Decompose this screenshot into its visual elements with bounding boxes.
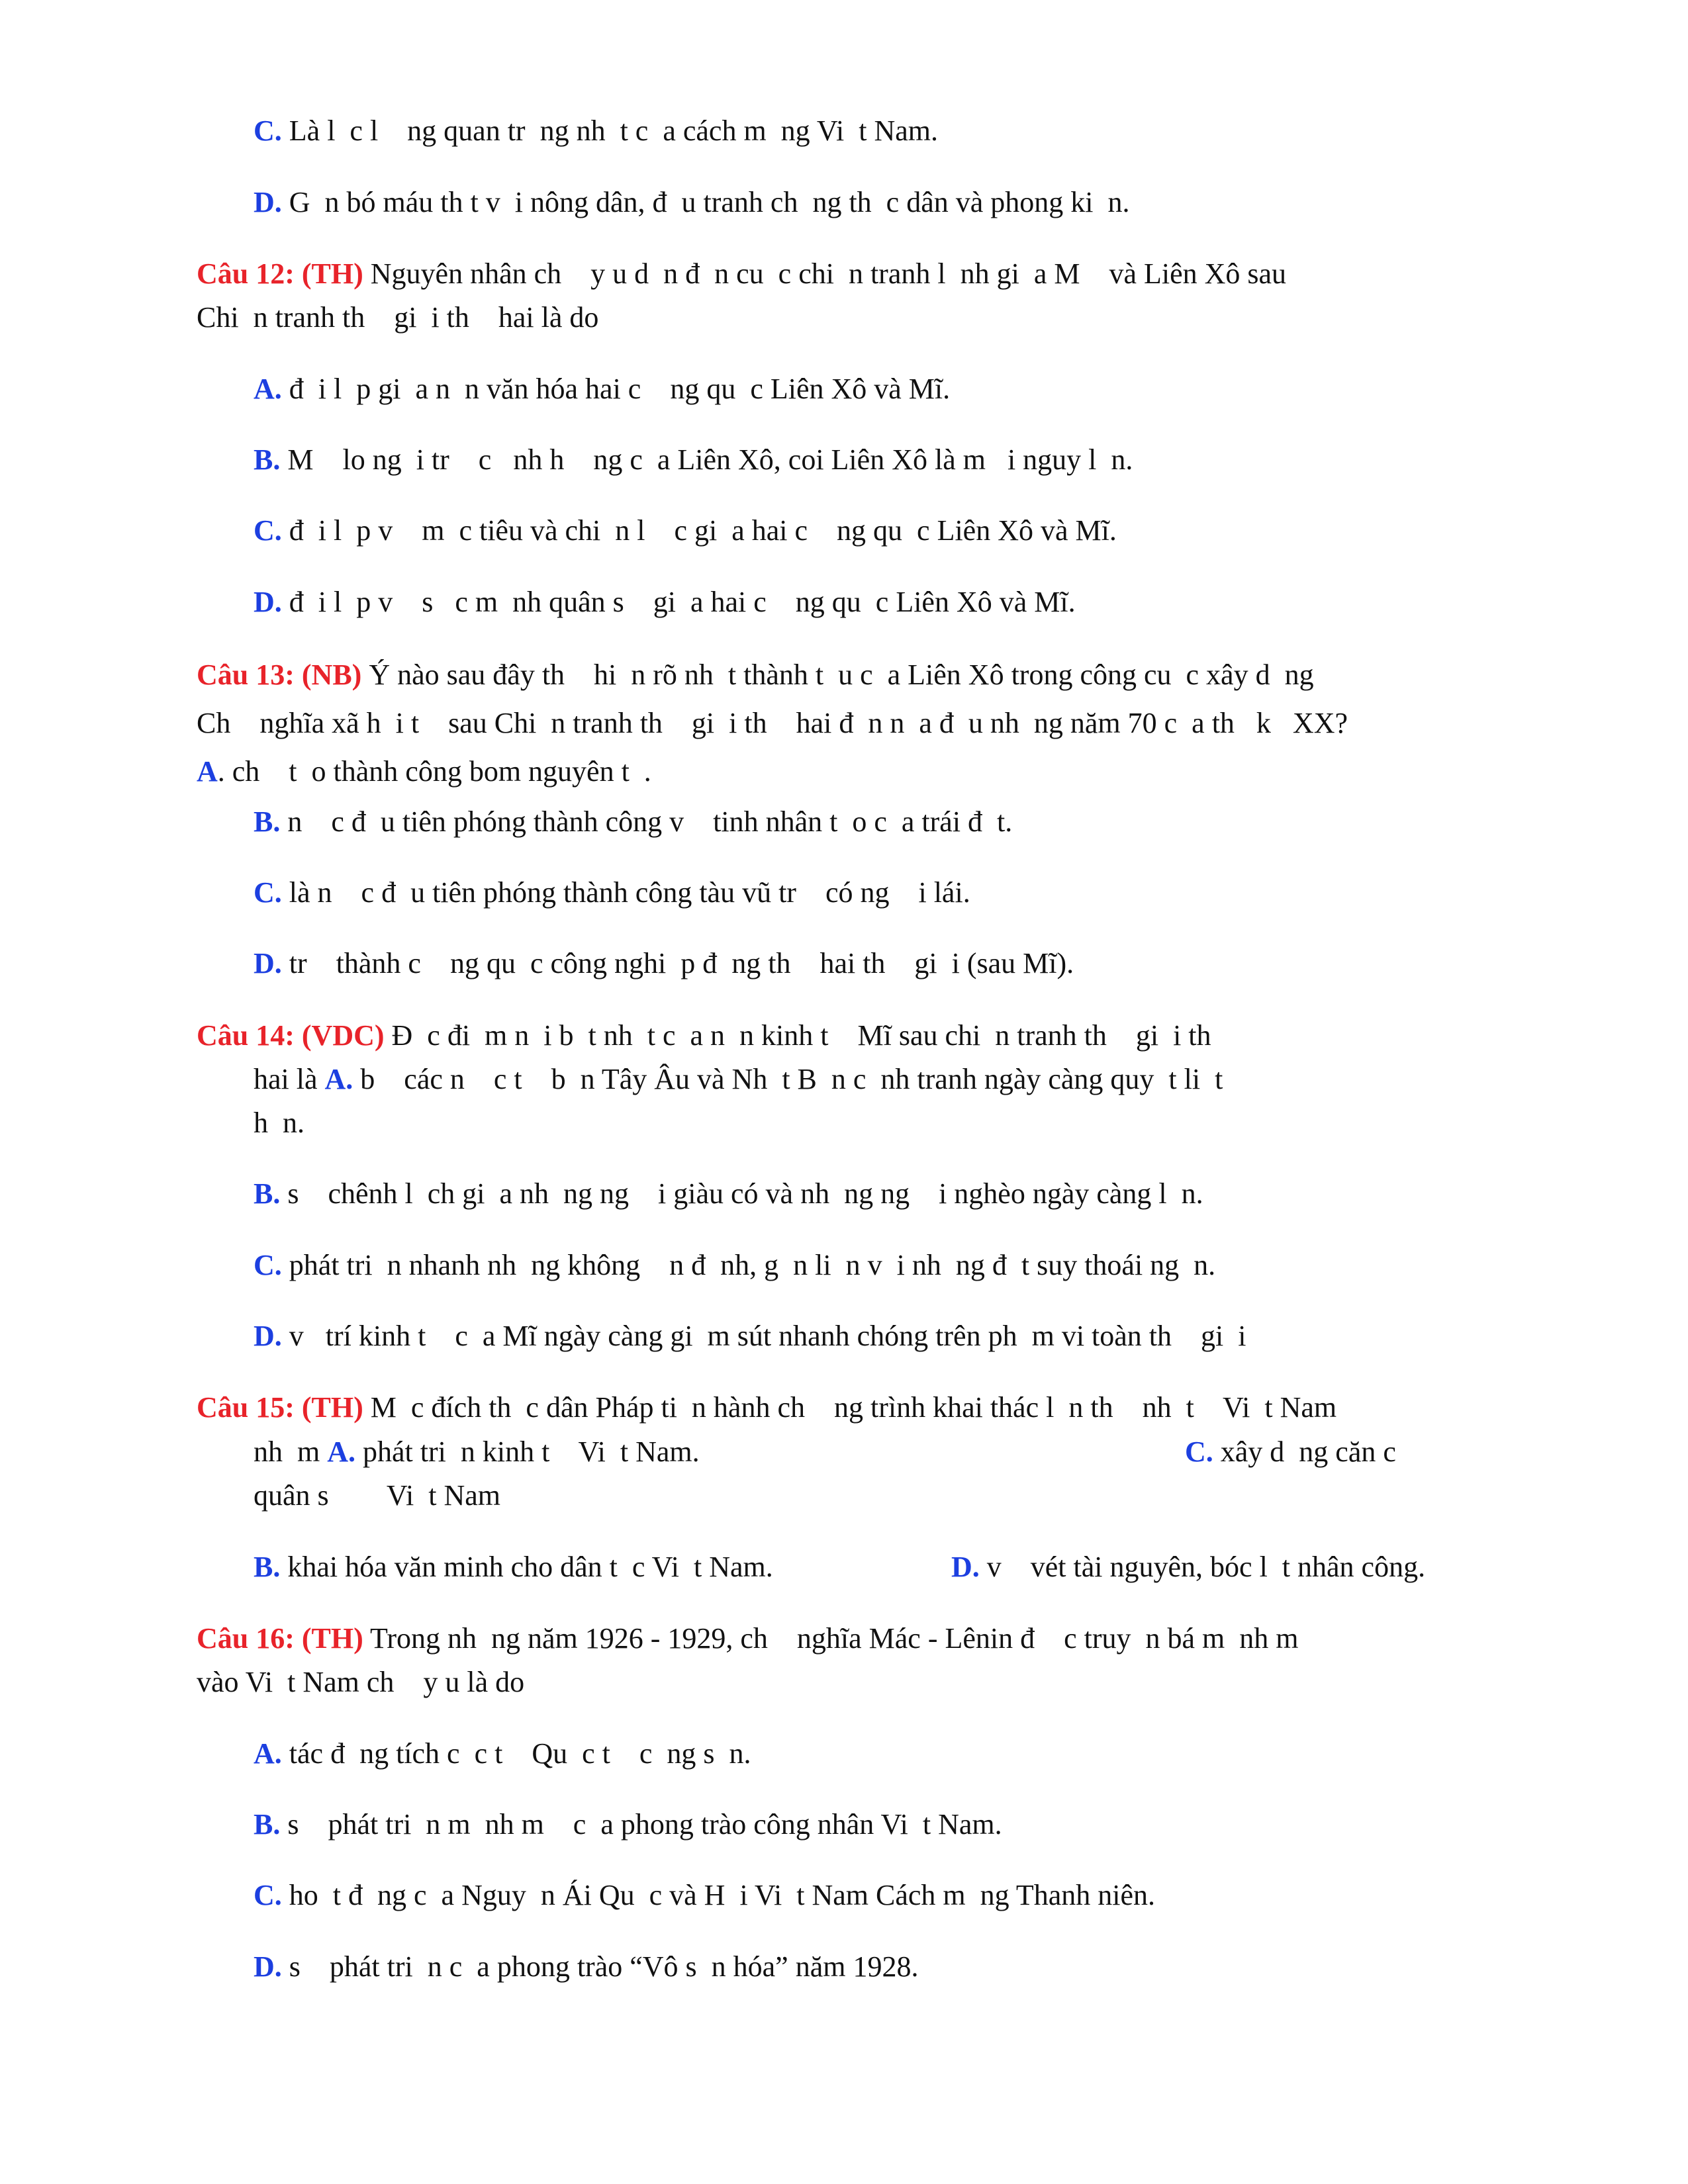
q15-label: Câu 15: (TH): [197, 1391, 363, 1424]
q14-option-a-letter: A.: [324, 1063, 353, 1095]
q13-option-b-letter: B.: [254, 805, 281, 838]
q16-stem-line2: vào Vi t Nam ch y u là do: [197, 1666, 525, 1698]
q13-option-b: [254, 807, 1012, 837]
q16-option-c: [254, 1881, 1155, 1910]
q12-option-a-letter: A.: [254, 373, 282, 405]
q14-label: Câu 14: (VDC): [197, 1019, 385, 1052]
q12-option-b-text: M lo ng i tr c nh h ng c a Liên Xô, coi Liên Xô là m i nguy l n.: [280, 443, 1133, 476]
q14-option-d: [254, 1322, 1246, 1351]
q15-stem-line1: [197, 1393, 1336, 1422]
q13-option-d-text: tr thành c ng qu c công nghi p đ ng th hai th gi i (sau Mĩ).: [281, 947, 1074, 979]
q13-option-b-text: n c đ u tiên phóng thành công v tinh nhân t o c a trái đ t.: [280, 805, 1013, 838]
q15-option-a-letter: A.: [327, 1435, 356, 1468]
q14-stem-line2: [254, 1065, 1223, 1094]
q14-option-d-text: v trí kinh t c a Mĩ ngày càng gi m sút nhanh chóng trên ph m vi toàn th gi i: [281, 1320, 1246, 1352]
q14-option-c-text: phát tri n nhanh nh ng không n đ nh, g n li n v i nh ng đ t suy thoái ng n.: [281, 1249, 1216, 1281]
q16-label: Câu 16: (TH): [197, 1622, 363, 1655]
q12-option-c: [254, 516, 1117, 545]
q12-option-b: [254, 445, 1133, 475]
q16-stem-line1: [197, 1624, 1299, 1653]
q11-option-c: [254, 116, 938, 146]
q12-stem-text1: Nguyên nhân ch y u d n đ n cu c chi n tranh l nh gi a M và Liên Xô sau: [363, 257, 1287, 290]
q16-option-c-text: ho t đ ng c a Nguy n Ái Qu c và H i Vi t Nam Cách m ng Thanh niên.: [281, 1879, 1155, 1911]
q15-option-b: [254, 1553, 773, 1582]
q12-option-d-text: đ i l p v s c m nh quân s gi a hai c ng qu c Liên Xô và Mĩ.: [281, 586, 1076, 618]
q13-stem-line1: [197, 660, 1314, 690]
q12-option-c-text: đ i l p v m c tiêu và chi n l c gi a hai c ng qu c Liên Xô và Mĩ.: [281, 514, 1117, 547]
q15-stem-text1: M c đích th c dân Pháp ti n hành ch ng trình khai thác l n th nh t Vi t Nam: [363, 1391, 1337, 1424]
q15-stem-line3: quân s Vi t Nam: [254, 1479, 500, 1512]
q12-label: Câu 12: (TH): [197, 257, 363, 290]
q14-option-c: [254, 1251, 1215, 1280]
q13-option-a-letter: A: [197, 755, 218, 788]
q14-option-d-letter: D.: [254, 1320, 282, 1352]
q13-option-d: [254, 949, 1074, 978]
q12-option-d-letter: D.: [254, 586, 282, 618]
q13-stem-line2: Ch nghĩa xã h i t sau Chi n tranh th gi i th hai đ n n a đ u nh ng năm 70 c a th k XX?: [197, 707, 1348, 739]
q16-option-a-letter: A.: [254, 1737, 282, 1770]
q11-option-c-text: Là l c l ng quan tr ng nh t c a cách m ng Vi t Nam.: [281, 114, 938, 147]
q12-option-b-letter: B.: [254, 443, 281, 476]
q12-option-c-letter: C.: [254, 514, 282, 547]
q16-option-b-letter: B.: [254, 1808, 281, 1841]
q16-option-b-text: s phát tri n m nh m c a phong trào công nhân Vi t Nam.: [280, 1808, 1002, 1841]
q14-option-b-text: s chênh l ch gi a nh ng ng i giàu có và nh ng ng i nghèo ngày càng l n.: [280, 1177, 1203, 1210]
q14-stem-text1: Đ c đi m n i b t nh t c a n n kinh t Mĩ sau chi n tranh th gi i th: [384, 1019, 1211, 1052]
q13-stem-text1: Ý nào sau đây th hi n rõ nh t thành t u c a Liên Xô trong công cu c xây d ng: [361, 659, 1314, 691]
q13-option-c-letter: C.: [254, 876, 282, 909]
q14-option-b: [254, 1179, 1203, 1208]
q11-option-d: [254, 188, 1130, 217]
q14-stem-line1: [197, 1021, 1211, 1050]
q12-option-a: [254, 375, 950, 404]
q15-option-c-letter: C.: [1185, 1435, 1213, 1468]
q15-option-b-text: khai hóa văn minh cho dân t c Vi t Nam.: [280, 1551, 773, 1583]
q15-option-d-letter: D.: [951, 1551, 980, 1583]
q15-option-a-text: phát tri n kinh t Vi t Nam.: [355, 1435, 700, 1468]
q14-stem-text2: hai là: [254, 1063, 325, 1095]
q15-option-c: [1185, 1437, 1396, 1467]
q16-stem-text1: Trong nh ng năm 1926 - 1929, ch nghĩa Mác - Lênin đ c truy n bá m nh m: [363, 1622, 1299, 1655]
q14-option-c-letter: C.: [254, 1249, 282, 1281]
q16-option-a-text: tác đ ng tích c c t Qu c t c ng s n.: [281, 1737, 751, 1770]
q11-option-c-letter: C.: [254, 114, 282, 147]
q16-option-a: [254, 1739, 751, 1768]
q12-stem-line2: Chi n tranh th gi i th hai là do: [197, 301, 599, 334]
q15-stem-text2: nh m: [254, 1435, 328, 1468]
q15-option-c-text: xây d ng căn c: [1213, 1435, 1396, 1468]
q14-option-b-letter: B.: [254, 1177, 281, 1210]
q15-option-d-text: v vét tài nguyên, bóc l t nhân công.: [979, 1551, 1426, 1583]
q16-option-d-text: s phát tri n c a phong trào “Vô s n hóa” năm 1928.: [281, 1950, 919, 1983]
q11-option-d-text: G n bó máu th t v i nông dân, đ u tranh ch ng th c dân và phong ki n.: [281, 186, 1130, 218]
q13-option-a: [197, 757, 651, 786]
q13-option-a-text: . ch t o thành công bom nguyên t .: [217, 755, 651, 788]
q12-option-a-text: đ i l p gi a n n văn hóa hai c ng qu c Liên Xô và Mĩ.: [281, 373, 951, 405]
q14-stem-line3: h n.: [254, 1107, 305, 1139]
q13-option-c-text: là n c đ u tiên phóng thành công tàu vũ tr có ng i lái.: [281, 876, 970, 909]
q15-option-d: [951, 1553, 1425, 1582]
q11-option-d-letter: D.: [254, 186, 282, 218]
q16-option-d-letter: D.: [254, 1950, 282, 1983]
q15-option-b-letter: B.: [254, 1551, 281, 1583]
q13-option-c: [254, 878, 970, 907]
q15-stem-line2: [254, 1437, 700, 1467]
q13-label: Câu 13: (NB): [197, 659, 362, 691]
q16-option-c-letter: C.: [254, 1879, 282, 1911]
q12-option-d: [254, 588, 1076, 617]
q13-option-d-letter: D.: [254, 947, 282, 979]
q16-option-d: [254, 1952, 918, 1981]
q12-stem-line1: [197, 259, 1286, 289]
q16-option-b: [254, 1810, 1002, 1839]
q14-option-a-text: b các n c t b n Tây Âu và Nh t B n c nh tranh ngày càng quy t li t: [353, 1063, 1223, 1095]
